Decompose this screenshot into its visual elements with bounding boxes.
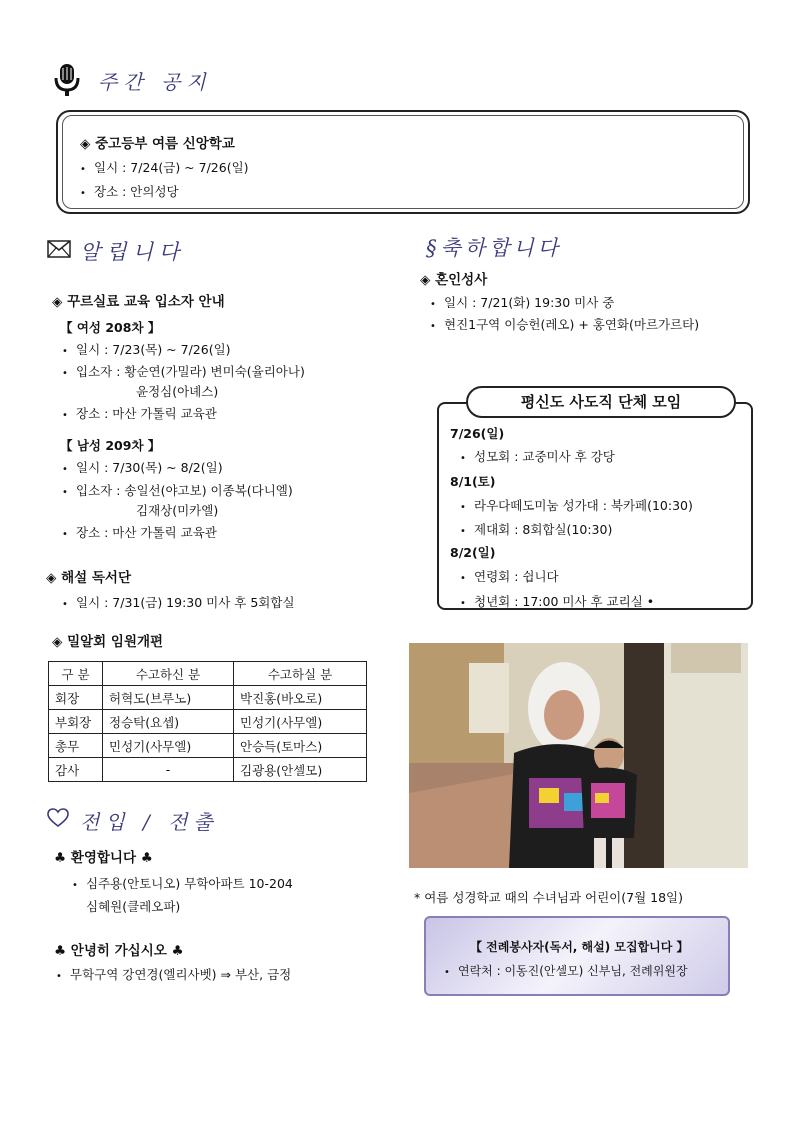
meeting-day: 8/1(토) [450, 474, 496, 489]
notice-line: • 일시 : 7/24(금) ~ 7/26(일) [80, 160, 249, 175]
milal-heading: ◈ 밀알회 임원개편 [52, 634, 164, 650]
microphone-icon [52, 62, 82, 98]
marriage-heading: ◈ 혼인성사 [420, 272, 488, 288]
transfer-title: 전입 / 전출 [80, 810, 219, 834]
table-cell: 감사 [49, 758, 103, 782]
farewell-line: • 무학구역 강연경(엘리사벳) ⇒ 부산, 금정 [56, 967, 292, 982]
table-header: 수고하신 분 [103, 662, 234, 686]
notice-line: • 장소 : 안의성당 [80, 184, 179, 199]
meeting-day: 7/26(일) [450, 426, 505, 441]
table-header-row [49, 662, 367, 686]
table-header: 수고하실 분 [234, 662, 367, 686]
table-cell: 정승탁(요셉) [103, 710, 234, 734]
reading-heading: ◈ 해설 독서단 [46, 570, 131, 586]
men-label: 【 남성 209차 】 [60, 438, 161, 453]
women-place: • 장소 : 마산 가톨릭 교육관 [62, 406, 217, 421]
women-members: • 입소자 : 황순연(가밀라) 변미숙(율리아나) [62, 364, 305, 379]
meeting-item: • 제대회 : 8회합실(10:30) [460, 522, 613, 537]
table-row [49, 710, 367, 734]
recruit-box [424, 916, 730, 996]
officers-table [48, 661, 367, 782]
notice-heading: ◈ 중고등부 여름 신앙학교 [80, 136, 235, 152]
table-cell: 총무 [49, 734, 103, 758]
table-cell: 김광용(안셀모) [234, 758, 367, 782]
table-row [49, 686, 367, 710]
table-cell: 부회장 [49, 710, 103, 734]
cursillo-heading: ◈ 꾸르실료 교육 입소자 안내 [52, 294, 225, 310]
meeting-day: 8/2(일) [450, 545, 496, 560]
table-cell: 민성기(사무엘) [103, 734, 234, 758]
table-cell: - [103, 758, 234, 782]
meeting-item: • 라우다떼도미눔 성가대 : 북카페(10:30) [460, 498, 693, 513]
meeting-title: 평신도 사도직 단체 모임 [466, 386, 736, 418]
reading-line: • 일시 : 7/31(금) 19:30 미사 후 5회합실 [62, 595, 295, 610]
women-label: 【 여성 208차 】 [60, 320, 161, 335]
table-row [49, 758, 367, 782]
welcome-heading: ♣ 환영합니다 ♣ [54, 850, 153, 866]
recruit-line: • 연락처 : 이동진(안셀모) 신부님, 전례위원장 [444, 964, 688, 978]
table-cell: 허혁도(브루노) [103, 686, 234, 710]
meeting-item: • 청년회 : 17:00 미사 후 교리실 • [460, 594, 655, 609]
marriage-line: • 일시 : 7/21(화) 19:30 미사 중 [430, 295, 615, 310]
women-members-cont: 윤정심(아녜스) [136, 384, 219, 399]
table-cell: 박진홍(바오로) [234, 686, 367, 710]
weekly-notice-title: 주간 공지 [98, 70, 212, 94]
men-members-cont: 김재상(미카엘) [136, 503, 219, 518]
men-members: • 입소자 : 송일선(야고보) 이종복(다니엘) [62, 483, 293, 498]
envelope-icon [47, 240, 71, 262]
farewell-heading: ♣ 안녕히 가십시오 ♣ [54, 943, 184, 959]
heart-icon [47, 808, 69, 832]
meeting-item: • 성모회 : 교중미사 후 강당 [460, 449, 615, 464]
men-place: • 장소 : 마산 가톨릭 교육관 [62, 525, 217, 540]
congrats-title: §축하합니다 [426, 236, 562, 260]
summer-school-photo [409, 643, 748, 868]
announce-title: 알립니다 [80, 240, 186, 264]
welcome-line-cont: 심혜원(클레오파) [86, 899, 181, 914]
recruit-heading: 【 전례봉사자(독서, 해설) 모집합니다 】 [470, 940, 689, 954]
men-date: • 일시 : 7/30(목) ~ 8/2(일) [62, 460, 223, 475]
table-cell: 회장 [49, 686, 103, 710]
table-header: 구 분 [49, 662, 103, 686]
welcome-line: • 심주용(안토니오) 무학아파트 10-204 [72, 876, 293, 891]
table-row [49, 734, 367, 758]
meeting-item: • 연령회 : 쉽니다 [460, 569, 559, 584]
women-date: • 일시 : 7/23(목) ~ 7/26(일) [62, 342, 231, 357]
photo-caption: * 여름 성경학교 때의 수녀님과 어린이(7월 18일) [414, 890, 683, 905]
table-cell: 안승득(토마스) [234, 734, 367, 758]
marriage-line: • 현진1구역 이승헌(레오) + 홍연화(마르가르타) [430, 317, 700, 332]
table-cell: 민성기(사무엘) [234, 710, 367, 734]
